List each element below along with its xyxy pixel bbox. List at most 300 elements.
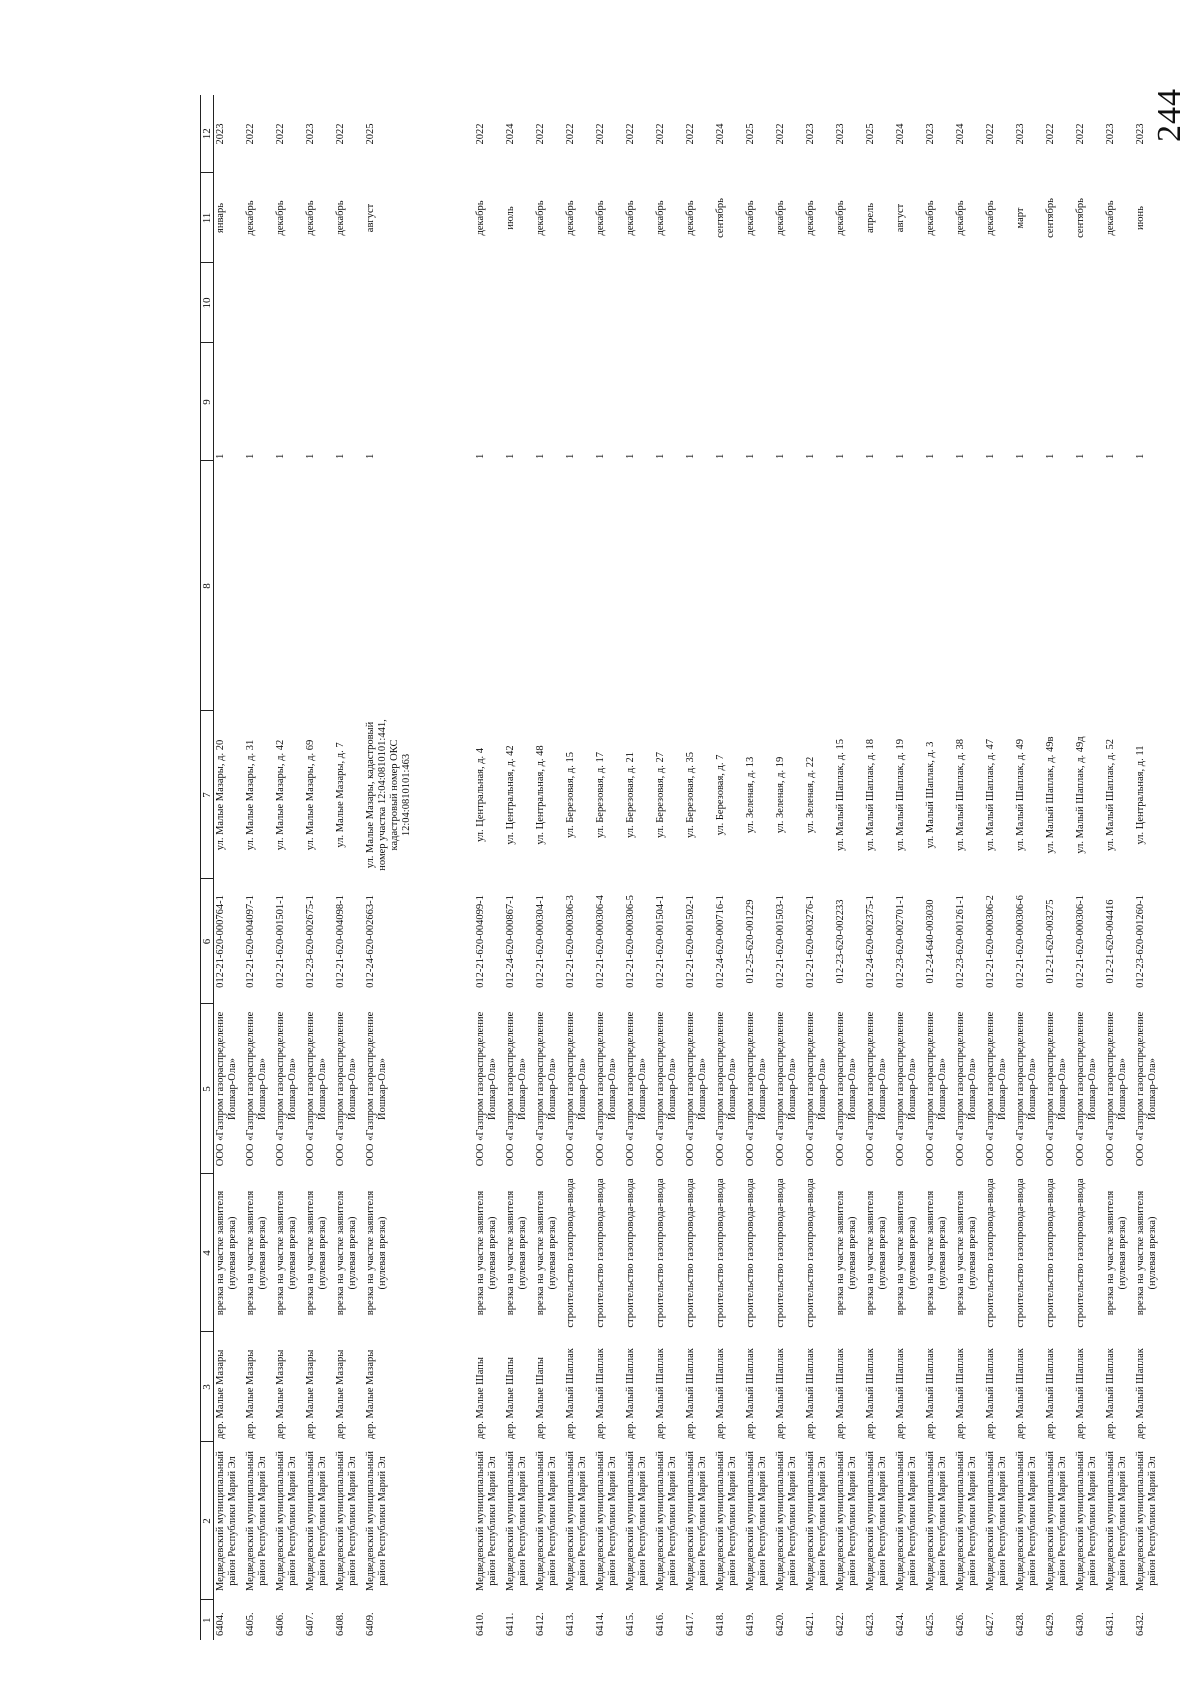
quantity-cell: 1: [564, 453, 576, 459]
column-10-cell: [564, 263, 594, 343]
quantity-cell: 1: [504, 453, 516, 459]
column-8-cell: [654, 461, 684, 711]
quantity-cell: 1: [684, 453, 696, 459]
column-8-cell: [894, 461, 924, 711]
month-cell: декабрь: [954, 200, 966, 236]
application-code-cell: 012-21-620-000306-6: [1014, 895, 1026, 988]
column-10-cell: [1074, 263, 1104, 343]
month-cell: декабрь: [244, 200, 256, 236]
year-cell: 2025: [864, 123, 876, 145]
address-cell: ул. Березовая, д. 7: [714, 754, 726, 836]
table-row: [864, 95, 894, 1640]
column-8-cell: [304, 461, 334, 711]
column-8-cell: [1104, 461, 1134, 711]
table-row: [924, 95, 954, 1640]
address-cell: ул. Малый Шаплак, д. 49д: [1074, 736, 1086, 854]
quantity-cell: 1: [894, 453, 906, 459]
settlement-cell: дер. Малый Шаплак: [714, 1348, 726, 1439]
settlement-cell: дер. Малые Мазары: [304, 1349, 316, 1439]
row-number: 6432.: [1134, 1612, 1146, 1636]
work-type-cell: строительство газопровода-ввода: [804, 1178, 816, 1328]
row-number: 6418.: [714, 1612, 726, 1636]
column-10-cell: [834, 263, 864, 343]
settlement-cell: дер. Малые Шапы: [504, 1357, 516, 1439]
row-number: 6430.: [1074, 1612, 1086, 1636]
district-cell: Медведевский муниципальный район Республики Марий Эл: [654, 1450, 678, 1592]
table-row: [774, 95, 804, 1640]
application-code-cell: 012-21-620-004098-1: [334, 895, 346, 988]
organization-cell: ООО «Газпром газораспределение Йошкар-Ола»: [954, 1011, 978, 1167]
address-cell: ул. Малый Шаплак, д. 38: [954, 739, 966, 851]
address-cell: ул. Малые Мазары, д. 20: [215, 739, 226, 851]
column-10-cell: [924, 263, 954, 343]
quantity-cell: 1: [304, 453, 316, 459]
application-code-cell: 012-21-620-000306-5: [624, 895, 636, 988]
table-row: [534, 95, 564, 1640]
work-type-cell: врезка на участке заявителя (нулевая врезка): [924, 1190, 948, 1316]
quantity-cell: 1: [1074, 453, 1086, 459]
organization-cell: ООО «Газпром газораспределение Йошкар-Ола»: [534, 1011, 558, 1167]
column-header-12: 12: [201, 95, 214, 173]
column-8-cell: [624, 461, 654, 711]
district-cell: Медведевский муниципальный район Республики Марий Эл: [924, 1450, 948, 1592]
month-cell: август: [894, 203, 906, 233]
month-cell: декабрь: [924, 200, 936, 236]
settlement-cell: дер. Малый Шаплак: [924, 1348, 936, 1439]
row-number: 6416.: [654, 1612, 666, 1636]
quantity-cell: 1: [834, 453, 846, 459]
month-cell: декабрь: [594, 200, 606, 236]
column-10-cell: [1104, 263, 1134, 343]
month-cell: декабрь: [1104, 200, 1116, 236]
column-10-cell: [244, 263, 274, 343]
district-cell: Медведевский муниципальный район Республики Марий Эл: [804, 1450, 828, 1592]
application-code-cell: 012-21-620-003276-1: [804, 895, 816, 988]
address-cell: ул. Малые Мазары, д. 42: [274, 739, 286, 851]
district-cell: Медведевский муниципальный район Республики Марий Эл: [1074, 1450, 1098, 1592]
row-number: 6420.: [774, 1612, 786, 1636]
row-number: 6423.: [864, 1612, 876, 1636]
row-number: 6425.: [924, 1612, 936, 1636]
quantity-cell: 1: [864, 453, 876, 459]
application-code-cell: 012-23-620-002675-1: [304, 895, 316, 988]
settlement-cell: дер. Малый Шаплак: [804, 1348, 816, 1439]
column-8-cell: [564, 461, 594, 711]
quantity-cell: 1: [334, 453, 346, 459]
work-type-cell: строительство газопровода-ввода: [654, 1178, 666, 1328]
column-10-cell: [774, 263, 804, 343]
organization-cell: ООО «Газпром газораспределение Йошкар-Ола»: [744, 1011, 768, 1167]
column-8-cell: [924, 461, 954, 711]
work-type-cell: врезка на участке заявителя (нулевая врезка): [864, 1190, 888, 1316]
settlement-cell: дер. Малый Шаплак: [834, 1348, 846, 1439]
month-cell: март: [1014, 207, 1026, 229]
quantity-cell: 1: [984, 453, 996, 459]
application-code-cell: 012-21-620-000306-2: [984, 895, 996, 988]
settlement-cell: дер. Малый Шаплак: [1044, 1348, 1056, 1439]
district-cell: Медведевский муниципальный район Республики Марий Эл: [984, 1450, 1008, 1592]
column-10-cell: [334, 263, 364, 343]
work-type-cell: врезка на участке заявителя (нулевая врезка): [334, 1190, 358, 1316]
column-10-cell: [364, 263, 474, 343]
organization-cell: ООО «Газпром газораспределение Йошкар-Ола»: [1014, 1011, 1038, 1167]
settlement-cell: дер. Малые Мазары: [244, 1349, 256, 1439]
settlement-cell: дер. Малый Шаплак: [654, 1348, 666, 1439]
month-cell: декабрь: [834, 200, 846, 236]
column-10-cell: [1134, 263, 1164, 343]
organization-cell: ООО «Газпром газораспределение Йошкар-Ола»: [1044, 1011, 1068, 1167]
year-cell: 2024: [954, 123, 966, 145]
row-number: 6408.: [334, 1612, 346, 1636]
quantity-cell: 1: [1014, 453, 1026, 459]
settlement-cell: дер. Малые Мазары: [215, 1349, 226, 1439]
application-code-cell: 012-25-620-001229: [744, 899, 756, 984]
year-cell: 2022: [984, 123, 996, 145]
table-row: [1104, 95, 1134, 1640]
settlement-cell: дер. Малый Шаплак: [954, 1348, 966, 1439]
application-code-cell: 012-21-620-000764-1: [215, 895, 226, 988]
table-row: [894, 95, 924, 1640]
page-number: 244: [1151, 88, 1188, 142]
year-cell: 2022: [654, 123, 666, 145]
district-cell: Медведевский муниципальный район Республики Марий Эл: [1014, 1450, 1038, 1592]
column-8-cell: [714, 461, 744, 711]
column-header-3: 3: [201, 1332, 214, 1442]
district-cell: Медведевский муниципальный район Республики Марий Эл: [954, 1450, 978, 1592]
address-cell: ул. Центральная, д. 11: [1134, 745, 1146, 845]
column-8-cell: [1074, 461, 1104, 711]
district-cell: Медведевский муниципальный район Республики Марий Эл: [1044, 1450, 1068, 1592]
address-cell: ул. Малый Шаплак, д. 49: [1014, 739, 1026, 851]
district-cell: Медведевский муниципальный район Республики Марий Эл: [534, 1450, 558, 1592]
month-cell: декабрь: [304, 200, 316, 236]
settlement-cell: дер. Малый Шаплак: [564, 1348, 576, 1439]
work-type-cell: врезка на участке заявителя (нулевая врезка): [304, 1190, 328, 1316]
settlement-cell: дер. Малый Шаплак: [1134, 1348, 1146, 1439]
row-number: 6411.: [504, 1612, 516, 1636]
organization-cell: ООО «Газпром газораспределение Йошкар-Ола»: [894, 1011, 918, 1167]
column-8-cell: [274, 461, 304, 711]
district-cell: Медведевский муниципальный район Республики Марий Эл: [334, 1450, 358, 1592]
column-header-1: 1: [201, 1600, 214, 1640]
table-row: [214, 95, 244, 1640]
address-cell: ул. Малый Шаплак, д. 18: [864, 739, 876, 851]
year-cell: 2022: [334, 123, 346, 145]
column-8-cell: [594, 461, 624, 711]
year-cell: 2023: [834, 123, 846, 145]
column-8-cell: [214, 461, 244, 711]
application-code-cell: 012-21-620-001504-1: [654, 895, 666, 988]
year-cell: 2023: [924, 123, 936, 145]
application-code-cell: 012-24-620-002663-1: [364, 895, 376, 988]
work-type-cell: врезка на участке заявителя (нулевая врезка): [1104, 1190, 1128, 1316]
quantity-cell: 1: [274, 453, 286, 459]
column-8-cell: [684, 461, 714, 711]
settlement-cell: дер. Малый Шаплак: [1104, 1348, 1116, 1439]
work-type-cell: строительство газопровода-ввода: [684, 1178, 696, 1328]
organization-cell: ООО «Газпром газораспределение Йошкар-Ола»: [804, 1011, 828, 1167]
settlement-cell: дер. Малый Шаплак: [684, 1348, 696, 1439]
year-cell: 2025: [744, 123, 756, 145]
table-row: [744, 95, 774, 1640]
quantity-cell: 1: [364, 453, 376, 459]
application-code-cell: 012-24-640-003030: [924, 899, 936, 984]
row-number: 6426.: [954, 1612, 966, 1636]
settlement-cell: дер. Малый Шаплак: [624, 1348, 636, 1439]
table-row: [804, 95, 834, 1640]
column-8-cell: [364, 461, 474, 711]
work-type-cell: врезка на участке заявителя (нулевая врезка): [894, 1190, 918, 1316]
column-10-cell: [954, 263, 984, 343]
district-cell: Медведевский муниципальный район Республики Марий Эл: [215, 1450, 238, 1592]
column-8-cell: [1044, 461, 1074, 711]
district-cell: Медведевский муниципальный район Республики Марий Эл: [864, 1450, 888, 1592]
address-cell: ул. Малый Шаплак, д. 47: [984, 739, 996, 851]
organization-cell: ООО «Газпром газораспределение Йошкар-Ола»: [714, 1011, 738, 1167]
settlement-cell: дер. Малый Шаплак: [1074, 1348, 1086, 1439]
work-type-cell: врезка на участке заявителя (нулевая врезка): [504, 1190, 528, 1316]
month-cell: декабрь: [474, 200, 486, 236]
address-cell: ул. Малые Мазары, д. 7: [334, 742, 346, 848]
column-8-cell: [744, 461, 774, 711]
address-cell: ул. Центральная, д. 42: [504, 745, 516, 845]
application-code-cell: 012-21-620-003275: [1044, 899, 1056, 984]
work-type-cell: врезка на участке заявителя (нулевая врезка): [474, 1190, 498, 1316]
district-cell: Медведевский муниципальный район Республики Марий Эл: [774, 1450, 798, 1592]
organization-cell: ООО «Газпром газораспределение Йошкар-Ола»: [474, 1011, 498, 1167]
quantity-cell: 1: [244, 453, 256, 459]
column-10-cell: [474, 263, 504, 343]
quantity-cell: 1: [1104, 453, 1116, 459]
organization-cell: ООО «Газпром газораспределение Йошкар-Ола»: [304, 1011, 328, 1167]
quantity-cell: 1: [774, 453, 786, 459]
column-8-cell: [834, 461, 864, 711]
table-row: [1044, 95, 1074, 1640]
column-10-cell: [684, 263, 714, 343]
column-10-cell: [594, 263, 624, 343]
quantity-cell: 1: [624, 453, 636, 459]
year-cell: 2022: [1074, 123, 1086, 145]
application-code-cell: 012-21-620-001501-1: [274, 895, 286, 988]
quantity-cell: 1: [924, 453, 936, 459]
month-cell: декабрь: [804, 200, 816, 236]
row-number: 6407.: [304, 1612, 316, 1636]
settlement-cell: дер. Малые Шапы: [474, 1357, 486, 1439]
district-cell: Медведевский муниципальный район Республики Марий Эл: [364, 1450, 388, 1592]
year-cell: 2022: [774, 123, 786, 145]
column-8-cell: [244, 461, 274, 711]
settlement-cell: дер. Малый Шаплак: [1014, 1348, 1026, 1439]
table-row: [984, 95, 1014, 1640]
organization-cell: ООО «Газпром газораспределение Йошкар-Ола»: [564, 1011, 588, 1167]
row-number: 6417.: [684, 1612, 696, 1636]
table-row: [334, 95, 364, 1640]
district-cell: Медведевский муниципальный район Республики Марий Эл: [714, 1450, 738, 1592]
row-number: 6422.: [834, 1612, 846, 1636]
address-cell: ул. Березовая, д. 17: [594, 752, 606, 838]
work-type-cell: врезка на участке заявителя (нулевая врезка): [244, 1190, 268, 1316]
year-cell: 2022: [624, 123, 636, 145]
quantity-cell: 1: [744, 453, 756, 459]
application-code-cell: 012-21-620-000306-4: [594, 895, 606, 988]
district-cell: Медведевский муниципальный район Республики Марий Эл: [624, 1450, 648, 1592]
work-type-cell: врезка на участке заявителя (нулевая врезка): [834, 1190, 858, 1316]
work-type-cell: строительство газопровода-ввода: [1044, 1178, 1056, 1328]
year-cell: 2022: [1044, 123, 1056, 145]
month-cell: декабрь: [774, 200, 786, 236]
column-10-cell: [864, 263, 894, 343]
application-code-cell: 012-23-620-002701-1: [894, 895, 906, 988]
address-cell: ул. Березовая, д. 35: [684, 752, 696, 838]
quantity-cell: 1: [654, 453, 666, 459]
table-row: [474, 95, 504, 1640]
row-number: 6409.: [364, 1612, 376, 1636]
column-8-cell: [474, 461, 504, 711]
application-code-cell: 012-23-620-001261-1: [954, 895, 966, 988]
settlement-cell: дер. Малый Шаплак: [744, 1348, 756, 1439]
settlement-cell: дер. Малые Шапы: [534, 1357, 546, 1439]
application-code-cell: 012-21-620-001503-1: [774, 895, 786, 988]
table-row: [564, 95, 594, 1640]
document-sheet: [200, 95, 1190, 1640]
work-type-cell: строительство газопровода-ввода: [624, 1178, 636, 1328]
row-number: 6419.: [744, 1612, 756, 1636]
organization-cell: ООО «Газпром газораспределение Йошкар-Ола»: [594, 1011, 618, 1167]
month-cell: январь: [215, 203, 226, 233]
row-number: 6405.: [244, 1612, 256, 1636]
table-row: [714, 95, 744, 1640]
district-cell: Медведевский муниципальный район Республики Марий Эл: [474, 1450, 498, 1592]
quantity-cell: 1: [474, 453, 486, 459]
column-8-cell: [984, 461, 1014, 711]
column-header-5: 5: [201, 1004, 214, 1174]
column-10-cell: [804, 263, 834, 343]
organization-cell: ООО «Газпром газораспределение Йошкар-Ола»: [504, 1011, 528, 1167]
district-cell: Медведевский муниципальный район Республики Марий Эл: [564, 1450, 588, 1592]
district-cell: Медведевский муниципальный район Республики Марий Эл: [834, 1450, 858, 1592]
month-cell: декабрь: [744, 200, 756, 236]
row-number: 6431.: [1104, 1612, 1116, 1636]
table-row: [624, 95, 654, 1640]
work-type-cell: врезка на участке заявителя (нулевая врезка): [1134, 1190, 1158, 1316]
column-10-cell: [304, 263, 334, 343]
organization-cell: ООО «Газпром газораспределение Йошкар-Ола»: [334, 1011, 358, 1167]
work-type-cell: строительство газопровода-ввода: [984, 1178, 996, 1328]
year-cell: 2024: [504, 123, 516, 145]
year-cell: 2022: [244, 123, 256, 145]
organization-cell: ООО «Газпром газораспределение Йошкар-Ола»: [1104, 1011, 1128, 1167]
work-type-cell: строительство газопровода-ввода: [744, 1178, 756, 1328]
organization-cell: ООО «Газпром газораспределение Йошкар-Ола»: [624, 1011, 648, 1167]
month-cell: июль: [504, 206, 516, 230]
settlement-cell: дер. Малый Шаплак: [894, 1348, 906, 1439]
year-cell: 2025: [364, 123, 376, 145]
application-code-cell: 012-21-620-000304-1: [534, 895, 546, 988]
organization-cell: ООО «Газпром газораспределение Йошкар-Ола»: [654, 1011, 678, 1167]
year-cell: 2022: [474, 123, 486, 145]
district-cell: Медведевский муниципальный район Республики Марий Эл: [244, 1450, 268, 1592]
row-number: 6406.: [274, 1612, 286, 1636]
address-cell: ул. Малые Мазары, д. 69: [304, 739, 316, 851]
column-8-cell: [804, 461, 834, 711]
table-row: [244, 95, 274, 1640]
settlement-cell: дер. Малые Мазары: [334, 1349, 346, 1439]
column-8-cell: [1134, 461, 1164, 711]
table-row: [1134, 95, 1164, 1640]
column-10-cell: [1014, 263, 1044, 343]
address-cell: ул. Зеленая, д. 22: [804, 756, 816, 834]
quantity-cell: 1: [215, 453, 226, 459]
table-row: [1074, 95, 1104, 1640]
quantity-cell: 1: [594, 453, 606, 459]
settlement-cell: дер. Малый Шаплак: [864, 1348, 876, 1439]
organization-cell: ООО «Газпром газораспределение Йошкар-Ола»: [684, 1011, 708, 1167]
settlement-cell: дер. Малый Шаплак: [984, 1348, 996, 1439]
application-code-cell: 012-24-620-000867-1: [504, 895, 516, 988]
row-number: 6413.: [564, 1612, 576, 1636]
organization-cell: ООО «Газпром газораспределение Йошкар-Ола»: [244, 1011, 268, 1167]
month-cell: декабрь: [274, 200, 286, 236]
application-code-cell: 012-21-620-004099-1: [474, 895, 486, 988]
table-row: [594, 95, 624, 1640]
table-row: [364, 95, 474, 1640]
column-10-cell: [984, 263, 1014, 343]
work-type-cell: врезка на участке заявителя (нулевая врезка): [364, 1190, 388, 1316]
address-cell: ул. Центральная, д. 48: [534, 745, 546, 845]
month-cell: август: [364, 203, 376, 233]
column-10-cell: [744, 263, 774, 343]
application-code-cell: 012-21-620-004416: [1104, 899, 1116, 984]
district-cell: Медведевский муниципальный район Республики Марий Эл: [504, 1450, 528, 1592]
gasification-table: [200, 95, 1164, 1640]
address-cell: ул. Березовая, д. 27: [654, 752, 666, 838]
year-cell: 2023: [215, 123, 226, 145]
column-10-cell: [534, 263, 564, 343]
address-cell: ул. Малый Шаплак, д. 3: [924, 741, 936, 849]
table-row: [684, 95, 714, 1640]
organization-cell: ООО «Газпром газораспределение Йошкар-Ола»: [1134, 1011, 1158, 1167]
work-type-cell: строительство газопровода-ввода: [564, 1178, 576, 1328]
column-10-cell: [504, 263, 534, 343]
month-cell: декабрь: [684, 200, 696, 236]
quantity-cell: 1: [954, 453, 966, 459]
organization-cell: ООО «Газпром газораспределение Йошкар-Ола»: [864, 1011, 888, 1167]
application-code-cell: 012-23-620-002233: [834, 899, 846, 984]
year-cell: 2022: [564, 123, 576, 145]
column-10-cell: [624, 263, 654, 343]
settlement-cell: дер. Малый Шаплак: [594, 1348, 606, 1439]
column-header-4: 4: [201, 1174, 214, 1332]
work-type-cell: врезка на участке заявителя (нулевая врезка): [274, 1190, 298, 1316]
year-cell: 2022: [594, 123, 606, 145]
organization-cell: ООО «Газпром газораспределение Йошкар-Ола»: [984, 1011, 1008, 1167]
quantity-cell: 1: [534, 453, 546, 459]
row-number: 6421.: [804, 1612, 816, 1636]
row-number: 6410.: [474, 1612, 486, 1636]
organization-cell: ООО «Газпром газораспределение Йошкар-Ола»: [274, 1011, 298, 1167]
row-number: 6404.: [215, 1612, 226, 1636]
month-cell: декабрь: [564, 200, 576, 236]
district-cell: Медведевский муниципальный район Республики Марий Эл: [1134, 1450, 1158, 1592]
organization-cell: ООО «Газпром газораспределение Йошкар-Ола»: [364, 1011, 388, 1167]
district-cell: Медведевский муниципальный район Республики Марий Эл: [1104, 1450, 1128, 1592]
organization-cell: ООО «Газпром газораспределение Йошкар-Ола»: [1074, 1011, 1098, 1167]
organization-cell: ООО «Газпром газораспределение Йошкар-Ола»: [834, 1011, 858, 1167]
column-10-cell: [274, 263, 304, 343]
row-number: 6415.: [624, 1612, 636, 1636]
district-cell: Медведевский муниципальный район Республики Марий Эл: [684, 1450, 708, 1592]
month-cell: сентябрь: [714, 198, 726, 238]
